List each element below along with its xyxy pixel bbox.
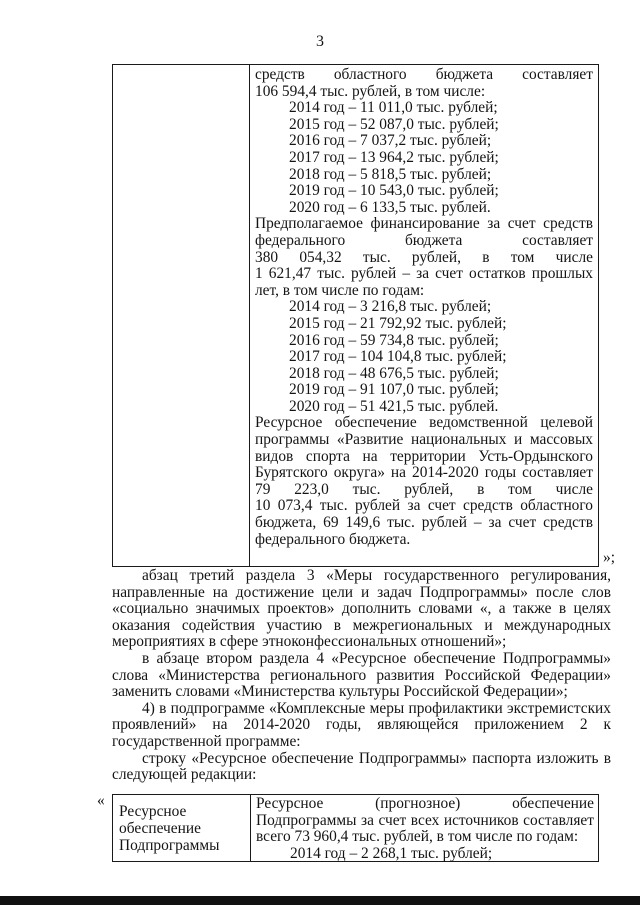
table-column-divider [249,65,250,566]
funding-table [112,64,599,567]
body-text [112,568,611,784]
funding-table-right-cell [255,67,593,548]
year-amount-line: 2019 год – 91 107,0 тыс. рублей; [289,381,499,399]
table-line: Предполагаемое финансирование за счет средств [255,215,593,233]
year-amount-line: 2014 год – 11 011,0 тыс. рублей; [289,99,498,117]
closing-quote: »; [603,549,615,566]
year-amount-line: 2017 год – 13 964,2 тыс. рублей; [289,148,499,166]
year-amount-line: 2015 год – 52 087,0 тыс. рублей; [289,115,499,133]
table-line: Подпрограммы за счет всех источников составляет [256,811,594,829]
resource-table-right-cell [256,796,594,862]
resource-table-left-cell: Ресурсное обеспечение Подпрограммы [119,803,220,854]
year-amount-line: 2017 год – 104 104,8 тыс. рублей; [289,348,507,366]
table-line: программы «Развитие национальных и массовых [255,431,593,449]
table-line: бюджета, 69 149,6 тыс. рублей – за счет средств [255,514,593,532]
year-amount-line: 2014 год – 3 216,8 тыс. рублей; [289,298,492,316]
table-line: 1 621,47 тыс. рублей – за счет остатков прошлых [255,265,593,283]
paragraph-subprogram-4: 4) в подпрограмме «Комплексные меры профилактики экстремистских проявлений» на 2014-2020 годы, являющейся приложением 2 к государственной программе: [112,699,611,750]
year-amount-line: 2020 год – 51 421,5 тыс. рублей. [289,397,499,415]
table-line: Ресурсное (прогнозное) обеспечение [256,795,594,812]
table-line: Бурятского округа» на 2014-2020 годы составляет [255,464,593,482]
year-amount-line: 2018 год – 5 818,5 тыс. рублей; [289,165,492,183]
table-line: 10 073,4 тыс. рублей за счет средств областного [255,497,593,515]
year-amount-line: 2018 год – 48 676,5 тыс. рублей; [289,364,499,382]
year-amount-line: 2016 год – 7 037,2 тыс. рублей; [289,132,492,150]
year-amount-line: 2015 год – 21 792,92 тыс. рублей; [289,314,507,332]
table-line: лет, в том числе по годам: [255,281,425,299]
table-line: видов спорта на территории Усть-Ордынского [255,447,593,465]
table-line: федерального бюджета составляет [255,231,593,249]
year-amount-line: 2014 год – 2 268,1 тыс. рублей; [290,844,493,862]
resource-table [112,794,599,862]
table-line: 79 223,0 тыс. рублей, в том числе [255,480,593,498]
page-number: 3 [316,33,324,50]
year-amount-line: 2016 год – 59 734,8 тыс. рублей; [289,331,499,349]
table-line: средств областного бюджета составляет [255,66,593,83]
table-line: федерального бюджета. [255,530,411,548]
paragraph-section-3: абзац третий раздела 3 «Меры государственного регулирования, направленные на достижение цели и задач Подпрограммы» после слов «социально значимых проектов» дополнить словами «, а также в целях оказания содействия участию в межрегиональных и международных мероприятиях в сфере этноконфессиональных отношений»; [112,567,611,651]
opening-quote: « [97,792,105,809]
table-line: всего 73 960,4 тыс. рублей, в том числе по годам: [256,828,579,846]
scan-edge [0,896,640,905]
paragraph-section-4: в абзаце втором раздела 4 «Ресурсное обеспечение Подпрограммы» слова «Министерства регионального развития Российской Федерации» заменить словами «Министерства культуры Российской Федерации»; [112,649,611,701]
paragraph-resource-row: строку «Ресурсное обеспечение Подпрограммы» паспорта изложить в следующей редакции: [112,749,611,784]
year-amount-line: 2019 год – 10 543,0 тыс. рублей; [289,182,499,200]
table-line: 380 054,32 тыс. рублей, в том числе [255,248,593,266]
table-column-divider [250,795,251,861]
year-amount-line: 2020 год – 6 133,5 тыс. рублей. [289,198,491,216]
table-line: 106 594,4 тыс. рублей, в том числе: [255,82,486,100]
table-line: Ресурсное обеспечение ведомственной целевой [255,414,593,432]
